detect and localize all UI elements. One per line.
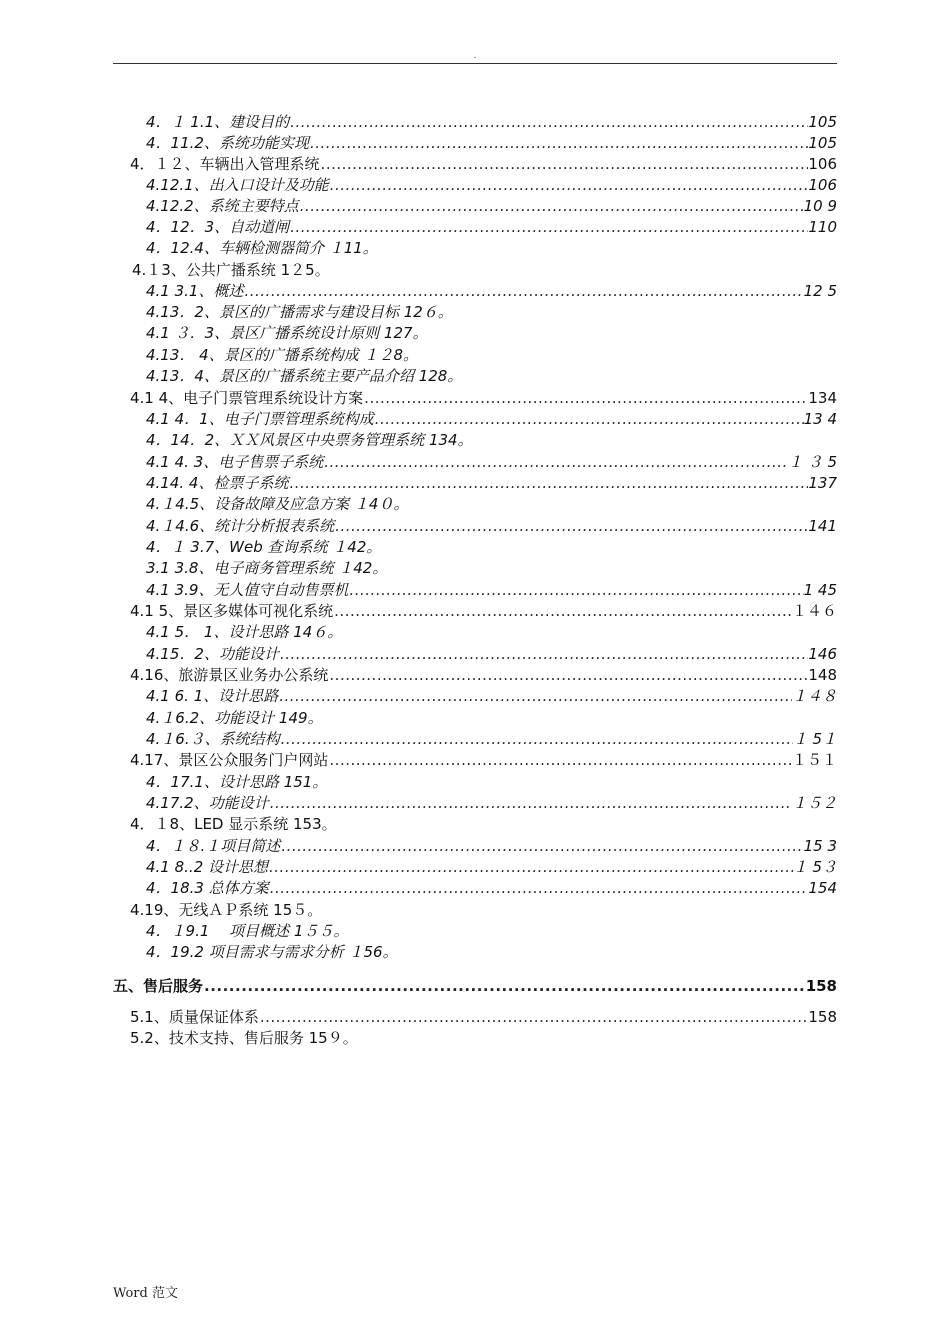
toc-entry-page: 154 xyxy=(808,879,837,897)
toc-entry-title: 4.１3、公共广播系统 1２5。 xyxy=(132,261,330,279)
toc-leader-dots xyxy=(309,133,808,154)
toc-entry-title: 4.1 6. 1、设计思路 xyxy=(146,687,279,705)
toc-entry-title: 4.１6.2、功能设计 149。 xyxy=(146,709,323,727)
toc-entry-page: 106 xyxy=(808,176,837,194)
toc-entry-page: １４８ xyxy=(791,687,837,705)
toc-entry-title: 4．１８.１项目简述 xyxy=(146,837,281,855)
toc-leader-dots xyxy=(280,836,803,857)
toc-entry-title: 4．11.2、系统功能实现 xyxy=(146,134,309,152)
toc-entry-title: 4.1 8..2 设计思想 xyxy=(146,858,269,876)
toc-entry xyxy=(130,814,337,835)
toc-leader-dots xyxy=(363,388,808,409)
toc-entry xyxy=(146,729,837,750)
toc-entry xyxy=(130,900,322,921)
toc-entry xyxy=(146,345,418,366)
toc-entry-page: 158 xyxy=(805,977,837,995)
toc-entry-page: 106 xyxy=(808,155,837,173)
toc-leader-dots xyxy=(269,793,792,814)
toc-entry xyxy=(146,537,381,558)
toc-entry xyxy=(130,1028,358,1049)
toc-entry xyxy=(146,323,428,344)
toc-leader-dots xyxy=(243,281,803,302)
toc-leader-dots xyxy=(289,112,808,133)
toc-entry-title: 4．１9.1 项目概述 1５５。 xyxy=(146,922,349,940)
toc-entry xyxy=(146,281,837,302)
toc-entry-page: １ 5３ xyxy=(792,858,837,876)
toc-entry-title: 5.2、技术支持、售后服务 15９。 xyxy=(130,1029,358,1047)
toc-entry-title: 4.14. 4、检票子系统 xyxy=(146,474,289,492)
toc-entry-page: １ 5１ xyxy=(792,730,837,748)
toc-entry-title: 4.1 4．1、电子门票管理系统构成 xyxy=(146,410,374,428)
toc-entry-title: 4.19、无线ＡＰ系统 15５。 xyxy=(130,901,323,919)
toc-entry xyxy=(146,112,837,133)
toc-entry xyxy=(146,686,837,707)
toc-entry xyxy=(146,558,387,579)
toc-leader-dots xyxy=(268,857,793,878)
toc-entry-page: １ ３ 5 xyxy=(787,453,837,471)
toc-leader-dots xyxy=(328,750,792,771)
toc-entry xyxy=(146,708,323,729)
toc-entry-title: 4．１２、车辆出入管理系统 xyxy=(130,155,320,173)
toc-leader-dots xyxy=(280,729,793,750)
toc-leader-dots xyxy=(334,516,808,537)
toc-entry xyxy=(130,750,837,771)
toc-entry-title: 4.1 3.1、概述 xyxy=(146,282,244,300)
toc-leader-dots xyxy=(320,154,809,175)
toc-entry-page: 12 5 xyxy=(803,282,837,300)
toc-entry-page: 105 xyxy=(808,113,837,131)
toc-entry-title: 3.1 3.8、电子商务管理系统 １42。 xyxy=(146,559,388,577)
toc-entry xyxy=(113,976,837,997)
toc-entry xyxy=(130,601,837,622)
toc-entry-page: １５１ xyxy=(791,751,837,769)
toc-entry xyxy=(146,409,837,430)
toc-entry xyxy=(146,793,837,814)
toc-entry xyxy=(146,494,408,515)
toc-entry xyxy=(146,133,837,154)
toc-entry xyxy=(146,452,837,473)
toc-entry-page: 10 9 xyxy=(803,197,837,215)
toc-entry xyxy=(146,622,342,643)
toc-entry xyxy=(146,430,473,451)
toc-entry-page: 148 xyxy=(808,666,837,684)
toc-entry-title: 五、售后服务 xyxy=(113,977,204,995)
toc-entry xyxy=(146,580,837,601)
toc-entry-page: １５２ xyxy=(791,794,837,812)
header-rule xyxy=(113,63,837,64)
toc-entry xyxy=(146,942,398,963)
toc-entry xyxy=(146,175,837,196)
toc-leader-dots xyxy=(203,976,806,997)
toc-leader-dots xyxy=(348,580,803,601)
toc-entry-title: 4.1 3.9、无人值守自动售票机 xyxy=(146,581,349,599)
toc-entry-title: 4.17、景区公众服务门户网站 xyxy=(130,751,329,769)
toc-entry-title: 4．12.4、车辆检测器简介 １11。 xyxy=(146,239,378,257)
toc-entry-page: 146 xyxy=(808,645,837,663)
toc-entry xyxy=(146,516,837,537)
header-mark: . xyxy=(473,50,477,61)
toc-leader-dots xyxy=(323,452,788,473)
toc-entry-page: 134 xyxy=(808,389,837,407)
toc-entry xyxy=(146,238,378,259)
toc-entry-title: 4．１8、LED 显示系统 153。 xyxy=(130,815,337,833)
toc-entry-title: 4.12.2、系统主要特点 xyxy=(146,197,299,215)
toc-entry-title: 4.1 5、景区多媒体可视化系统 xyxy=(130,602,334,620)
toc-entry xyxy=(146,878,837,899)
toc-entry xyxy=(146,921,348,942)
toc-leader-dots xyxy=(279,644,808,665)
toc-entry xyxy=(146,473,837,494)
toc-entry-page: １４６ xyxy=(791,602,837,620)
toc-entry xyxy=(130,388,837,409)
toc-leader-dots xyxy=(329,175,809,196)
toc-entry-title: 4.1 5． 1、设计思路 14６。 xyxy=(146,623,343,641)
toc-entry-title: 4.13． 4、景区的广播系统构成 １２8。 xyxy=(146,346,419,364)
toc-entry-title: 4．１ 1.1、建设目的 xyxy=(146,113,290,131)
toc-entry-title: 4.13．2、景区的广播需求与建设目标 12６。 xyxy=(146,303,453,321)
toc-entry-title: 4.15．2、功能设计 xyxy=(146,645,279,663)
toc-entry-title: 5.1、质量保证体系 xyxy=(130,1008,259,1026)
toc-entry-page: 141 xyxy=(808,517,837,535)
toc-entry-title: 4.1 4. 3、电子售票子系统 xyxy=(146,453,324,471)
toc-entry-title: 4．12．3、自动道闸 xyxy=(146,218,290,236)
toc-entry xyxy=(146,302,453,323)
toc-entry xyxy=(130,154,837,175)
toc-entry xyxy=(146,217,837,238)
footer-text: Word 范文 xyxy=(113,1286,178,1301)
toc-entry-page: 1 45 xyxy=(803,581,837,599)
toc-entry xyxy=(146,836,837,857)
toc-entry xyxy=(146,857,837,878)
toc-entry-page: 105 xyxy=(808,134,837,152)
toc-entry-title: 4.１4.5、设备故障及应急方案 １4０。 xyxy=(146,495,409,513)
toc-leader-dots xyxy=(269,878,809,899)
toc-entry xyxy=(146,196,837,217)
toc-entry-title: 4.12.1、出入口设计及功能 xyxy=(146,176,329,194)
toc-entry-title: 4.16、旅游景区业务办公系统 xyxy=(130,666,329,684)
toc-entry-title: 4.１4.6、统计分析报表系统 xyxy=(146,517,335,535)
toc-entry-title: 4.1 ３．3、景区广播系统设计原则 127。 xyxy=(146,324,428,342)
toc-entry xyxy=(130,1007,837,1028)
toc-leader-dots xyxy=(299,196,804,217)
toc-leader-dots xyxy=(288,473,808,494)
toc-leader-dots xyxy=(328,665,808,686)
toc-leader-dots xyxy=(259,1007,809,1028)
toc-entry xyxy=(146,366,462,387)
toc-leader-dots xyxy=(278,686,792,707)
toc-entry-title: 4.17.2、功能设计 xyxy=(146,794,269,812)
toc-entry xyxy=(132,260,330,281)
toc-entry xyxy=(146,772,327,793)
toc-entry-page: 158 xyxy=(808,1008,837,1026)
toc-leader-dots xyxy=(374,409,804,430)
toc-entry-title: 4．19.2 项目需求与需求分析 １56。 xyxy=(146,943,398,961)
toc-entry-title: 4.13．4、景区的广播系统主要产品介绍 128。 xyxy=(146,367,463,385)
toc-entry-title: 4．17.1、设计思路 151。 xyxy=(146,773,328,791)
toc-entry-page: 13 4 xyxy=(803,410,837,428)
toc-entry-title: 4.１6.３、系统结构 xyxy=(146,730,280,748)
toc-leader-dots xyxy=(289,217,808,238)
toc-entry-title: 4.1 4、电子门票管理系统设计方案 xyxy=(130,389,364,407)
toc-entry-page: 110 xyxy=(808,218,837,236)
toc-entry-page: 137 xyxy=(808,474,837,492)
toc-entry-title: 4．18.3 总体方案 xyxy=(146,879,269,897)
toc-entry xyxy=(146,644,837,665)
toc-entry-page: 15 3 xyxy=(803,837,837,855)
toc-entry-title: 4．14．2、ＸＸ风景区中央票务管理系统 134。 xyxy=(146,431,473,449)
toc-entry-title: 4．１ 3.7、Web 查询系统 １42。 xyxy=(146,538,382,556)
toc-entry xyxy=(130,665,837,686)
toc-leader-dots xyxy=(333,601,792,622)
